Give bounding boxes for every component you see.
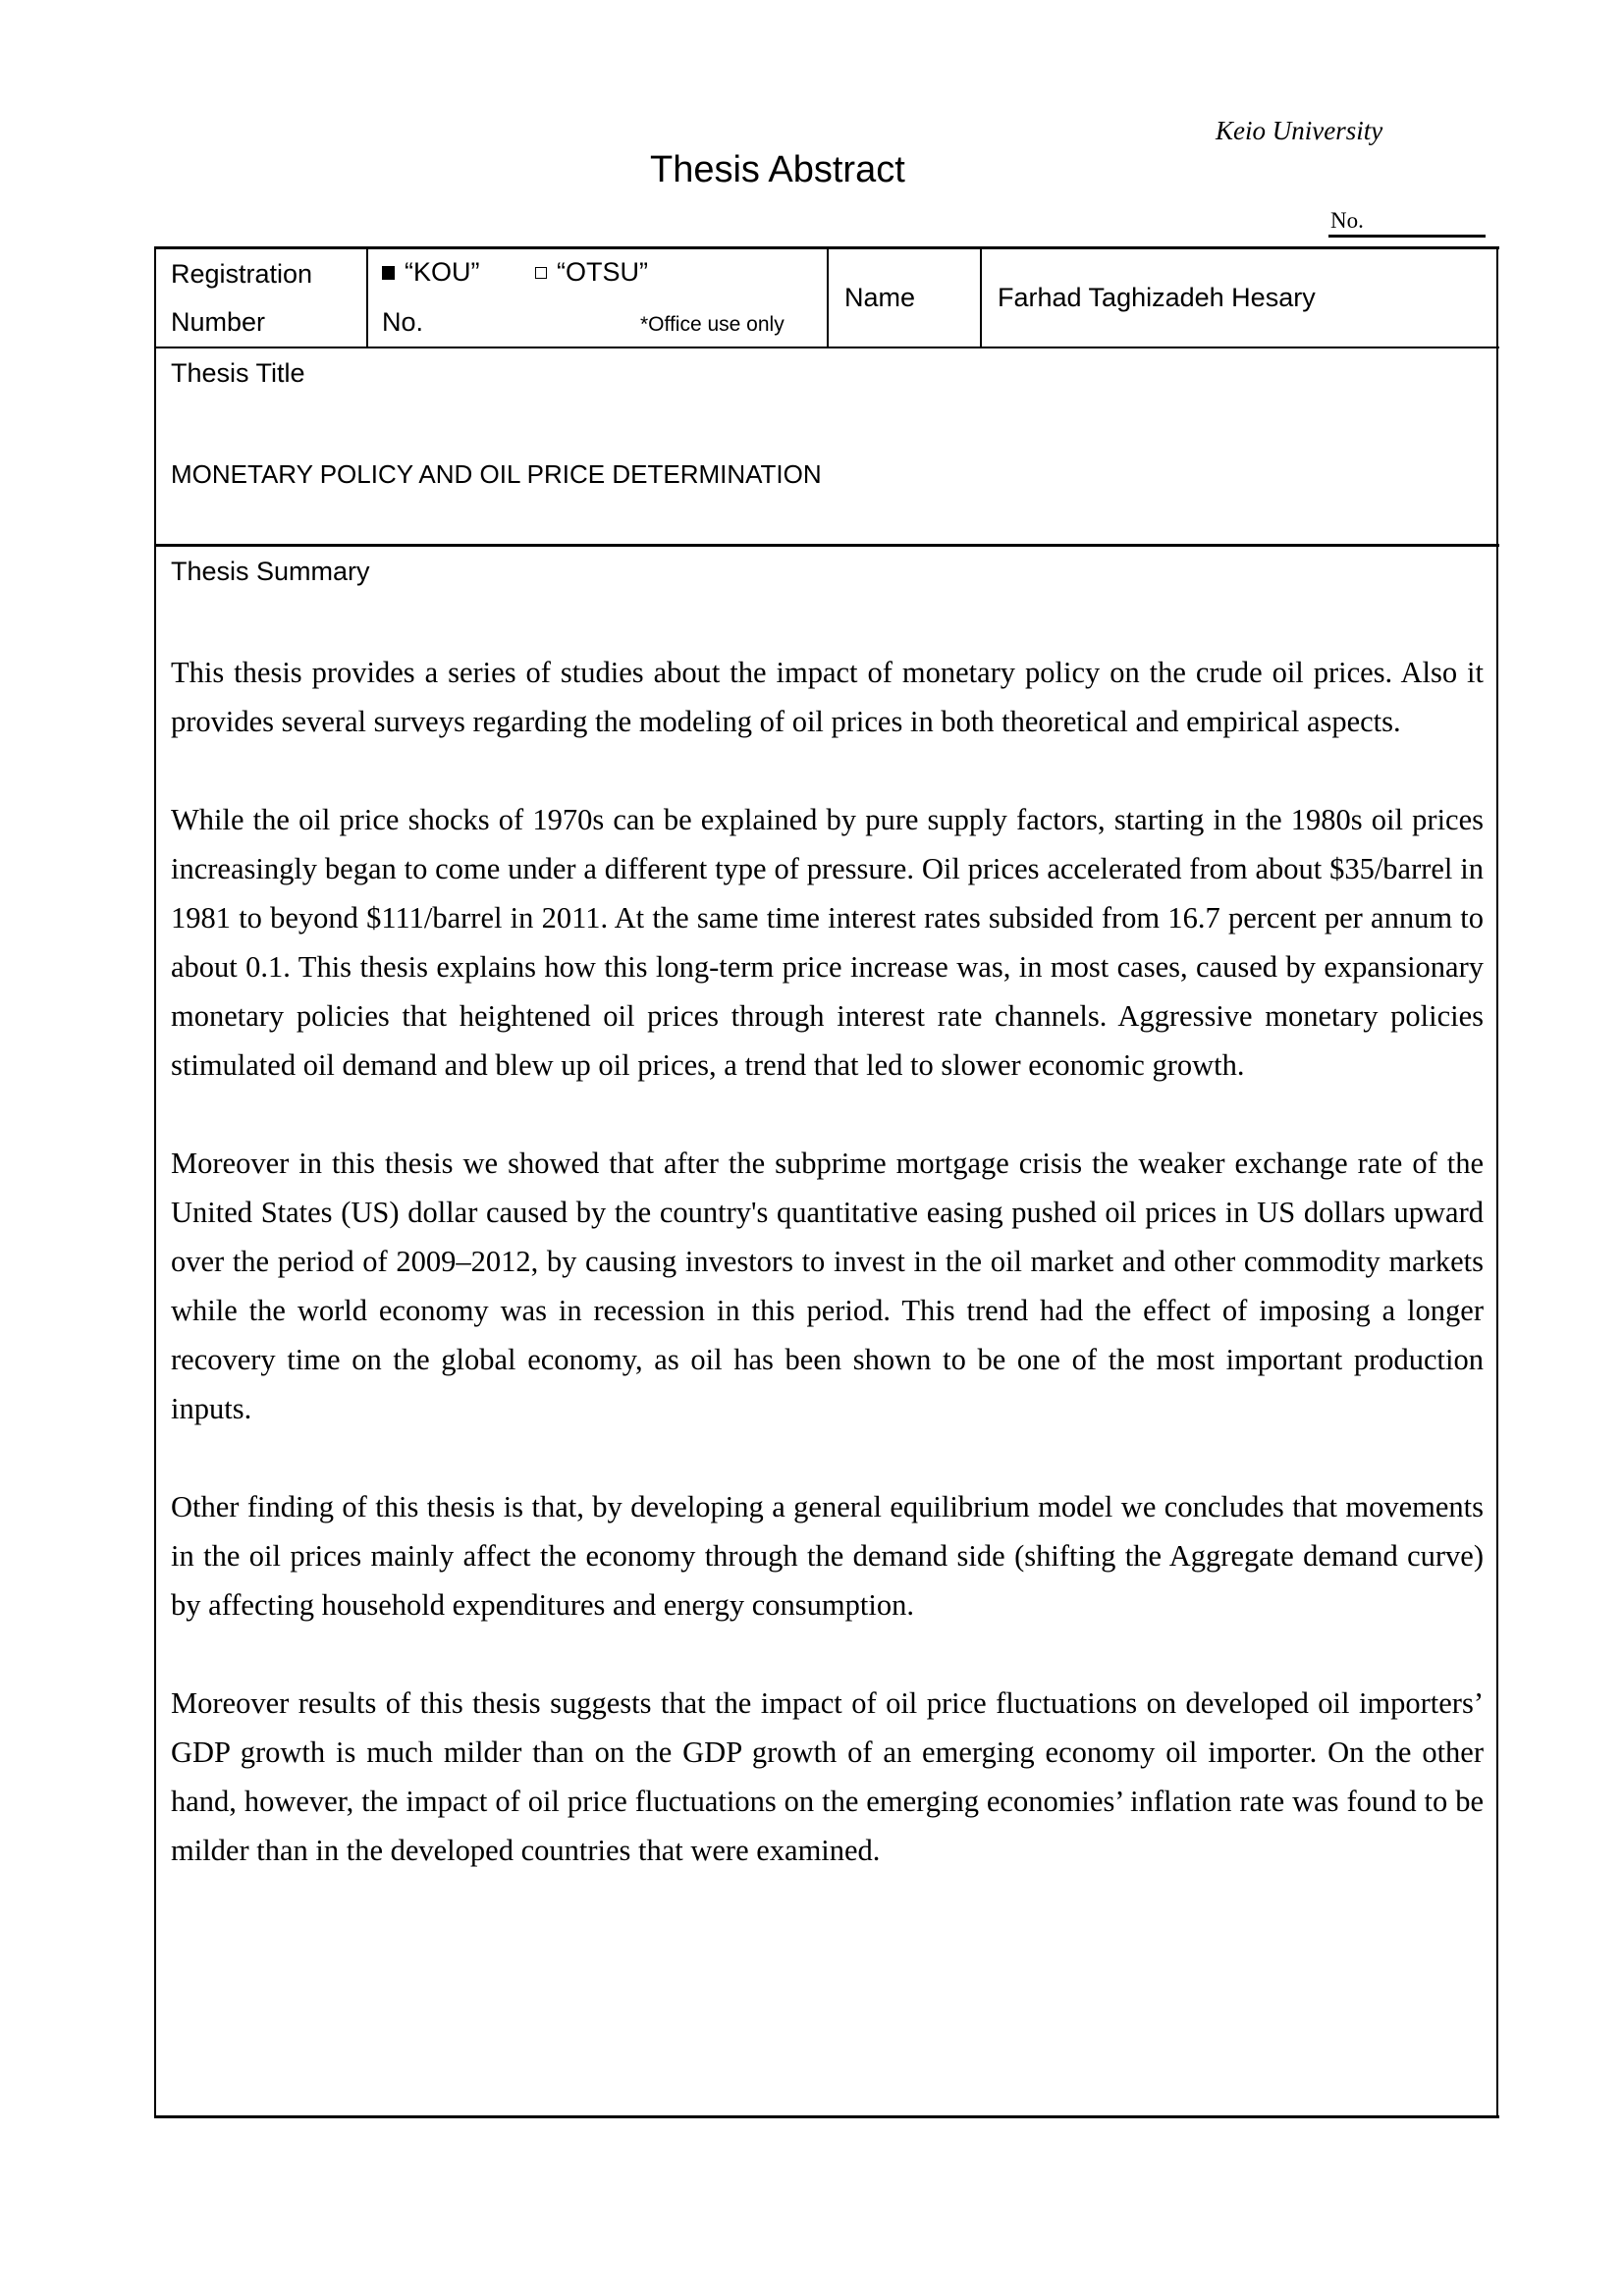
kou-option-label: “KOU” [405, 257, 480, 287]
registration-label-line2: Number [171, 307, 266, 337]
summary-paragraph: Other finding of this thesis is that, by developing a general equilibrium model we concludes that movements in the oil prices mainly affect the economy through the demand side (shifting the Aggregate demand curve) by affecting household expenditures and energy consumption. [171, 1490, 1484, 1622]
table-border-left [154, 246, 156, 2118]
registration-number-label [171, 261, 312, 288]
reg-number-field[interactable] [382, 309, 423, 336]
thesis-title-label: Thesis Title [171, 358, 305, 388]
summary-paragraph: Moreover results of this thesis suggests that the impact of oil price fluctuations on developed oil importers’ GDP growth is much milder than on the GDP growth of an emerging economy oil importer. On the other hand, however, the impact of oil price fluctuations on the emerging economies’ inflation rate was found to be milder than in the developed countries that were examined. [171, 1686, 1484, 1867]
name-value: Farhad Taghizadeh Hesary [998, 283, 1316, 312]
university-name: Keio University [1216, 116, 1383, 145]
col-divider-1 [366, 246, 368, 347]
row-divider-2 [154, 544, 1499, 547]
checkbox-unchecked-icon[interactable] [535, 267, 547, 279]
kou-option[interactable] [382, 259, 480, 286]
document-number-field [1328, 235, 1486, 238]
checkbox-checked-icon[interactable] [382, 266, 395, 280]
document-number-label: No. [1330, 208, 1364, 233]
registration-number-label-line2-wrap [171, 309, 265, 336]
summary-paragraph: Moreover in this thesis we showed that after the subprime mortgage crisis the weaker exchange rate of the United States (US) dollar caused by the country's quantitative easing pushed oil prices in US dollars upward over the period of 2009–2012, by causing investors to invest in the oil market and other commodity markets while the world economy was in recession in this period. This trend had the effect of imposing a longer recovery time on the global economy, as oil has been shown to be one of the most important production inputs. [171, 1147, 1484, 1425]
summary-paragraph: While the oil price shocks of 1970s can be explained by pure supply factors, starting in the 1980s oil prices increasingly began to come under a different type of pressure. Oil prices accelerated from about $35/barrel in 1981 to beyond $111/barrel in 2011. At the same time interest rates subsided from 16.7 percent per annum to about 0.1. This thesis explains how this long-term price increase was, in most cases, caused by expansionary monetary policies that heightened oil prices through interest rate channels. Aggressive monetary policies stimulated oil demand and blew up oil prices, a trend that led to slower economic growth. [171, 803, 1484, 1082]
thesis-title-value: MONETARY POLICY AND OIL PRICE DETERMINATION [171, 459, 822, 489]
registration-label-line1: Registration [171, 259, 313, 289]
table-border-right [1496, 246, 1498, 2118]
table-border-bottom [154, 2115, 1499, 2118]
name-label: Name [844, 283, 916, 312]
col-divider-2 [827, 246, 829, 347]
reg-number-label: No. [382, 307, 424, 337]
summary-paragraph: This thesis provides a series of studies about the impact of monetary policy on the crude oil prices. Also it provides several surveys regarding the modeling of oil prices in both theoretical and empirical aspects. [171, 656, 1484, 738]
document-title: Thesis Abstract [650, 149, 905, 190]
office-use-note: *Office use only [640, 313, 785, 336]
thesis-summary-label: Thesis Summary [171, 557, 370, 586]
thesis-summary-body [171, 648, 1484, 1924]
otsu-option[interactable] [535, 259, 648, 286]
otsu-option-label: “OTSU” [557, 257, 648, 287]
col-divider-3 [980, 246, 982, 347]
